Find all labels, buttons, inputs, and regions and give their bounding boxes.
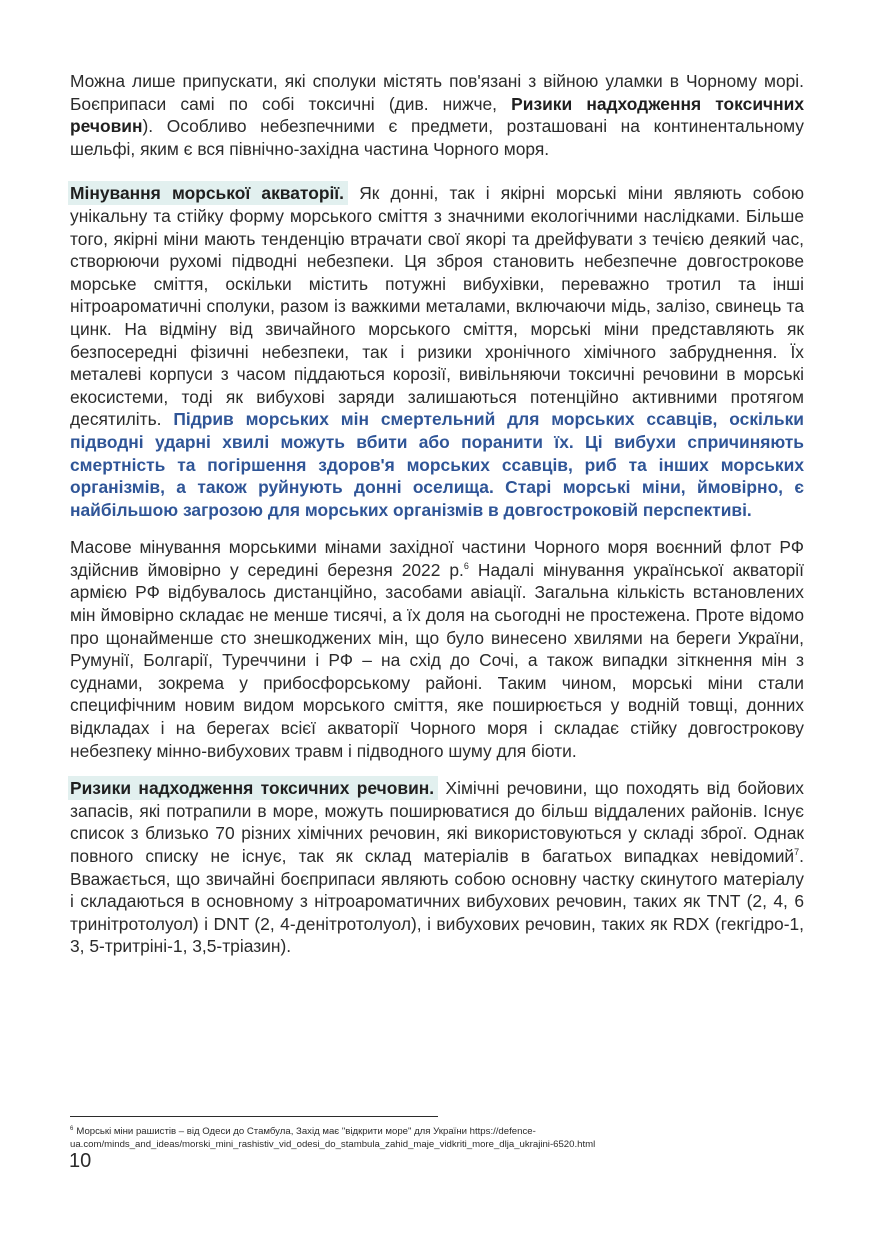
footnote <box>70 1125 810 1151</box>
footnote-number: 6 <box>70 1125 74 1132</box>
page-body <box>70 70 804 958</box>
footnote-divider <box>70 1116 438 1117</box>
paragraph-text: Хімічні речовини, що походять від бойових запасів, які потрапили в море, можуть поширюватися до більш віддалених районів. Існує список з близько 70 різних хімічних речовин, які використовуються у складі зброї. Однак повного списку не існує, так як склад матеріалів в багатьох випадках невідомий <box>70 778 804 866</box>
cross-reference: Ризики надходження токсичних речовин <box>70 93 804 137</box>
section-heading-toxic-risks: Ризики надходження токсичних речовин. <box>68 776 438 800</box>
page-number: 10 <box>69 1150 92 1172</box>
emphasis-text: Підрив морських мін смертельний для морських ссавців, оскільки підводні ударні хвилі можуть вбити або поранити їх. Ці вибухи спричиняють смертність та погіршення здоров'я морських ссавців, риб та інших морських організмів, а також руйнують донні оселища. Старі морські міни, ймовірно, є найбільшою загрозою для морських організмів в довгостроковій перспективі. <box>70 409 804 520</box>
paragraph-text: . Вважається, що звичайні боєприпаси являють собою основну частку скинутого матеріалу і складаються в основному з нітроароматичних вибухових речовин, таких як TNT (2, 4, 6 тринітротолуол) і DNT (2, 4-денітротолуол), і вибухових речовин, таких як RDX (гекгідро-1, 3, 5-тритріні-1, 3,5-тріазин). <box>70 846 804 957</box>
paragraph-toxic-risks <box>70 777 804 958</box>
paragraph-text: Масове мінування морськими мінами західної частини Чорного моря воєнний флот РФ здійснив ймовірно у середині березня 2022 р. <box>70 537 804 580</box>
paragraph-text: Надалі мінування української акваторії армією РФ відбувалось дистанційно, засобами авіації. Загальна кількість встановлених мін ймовірно складає не менше тисячі, а їх доля на сьогодні не простежена. Проте відомо про щонайменше сто знешкоджених мін, що було винесено хвилями на береги України, Румунії, Болгарії, Туреччини і РФ – на схід до Сочі, а також випадки зіткнення мін з суднами, зокрема у прибосфорському районі. Таким чином, морські міни стали специфічним новим видом морського сміття, яке поширюється у водній товщі, донних відкладах і на берегах всієї акваторії Чорного моря і складає стійку довгострокову небезпеку мінно-вибухових травм і підводного шуму для біоти. <box>70 559 805 761</box>
paragraph-mining <box>70 182 804 521</box>
paragraph-mass-mining <box>70 536 804 762</box>
paragraph-text: ). Особливо небезпечними є предмети, розташовані на континентальному шельфі, яким є вся північно-західна частина Чорного моря. <box>70 116 804 159</box>
paragraph-intro <box>70 70 804 160</box>
footnote-ref[interactable]: 7 <box>794 847 800 858</box>
paragraph-text: Як донні, так і якірні морські міни являють собою унікальну та стійку форму морського сміття з значними екологічними наслідками. Більше того, якірні міни мають тенденцію втрачати свої якорі та дрейфувати з течією деякий час, створюючи рухомі підводні небезпеки. Ця зброя становить небезпечне довгострокове морське сміття, оскільки містить потужні вибухівки, переважно тротил та інші нітроароматичні сполуки, разом із важкими металами, включаючи мідь, залізо, свинець та цинк. На відміну від звичайного морського сміття, морські міни представляють як безпосередні фізичні небезпеки, так і ризики хронічного хімічного забруднення. Їх металеві корпуси з часом піддаються корозії, вивільняючи токсичні речовини в морські екосистеми, тоді як вибухові заряди залишаються потенційно активними протягом десятиліть. <box>70 183 804 430</box>
footnote-text: Морські міни рашистів – від Одеси до Стамбула, Захід має "відкрити море" для України https://defence-ua.com/minds_and_ideas/morski_mini_rashistiv_vid_odesi_do_stambula_zahid_maje_vidkriti_more_dlja_ukrajini-6520.html <box>70 1126 596 1150</box>
paragraph-text: Можна лише припускати, які сполуки містять пов'язані з війною уламки в Чорному морі. Боєприпаси самі по собі токсичні (див. нижче, <box>70 71 804 114</box>
section-heading-mining: Мінування морської акваторії. <box>68 181 348 205</box>
footnote-ref[interactable]: 6 <box>463 561 469 572</box>
